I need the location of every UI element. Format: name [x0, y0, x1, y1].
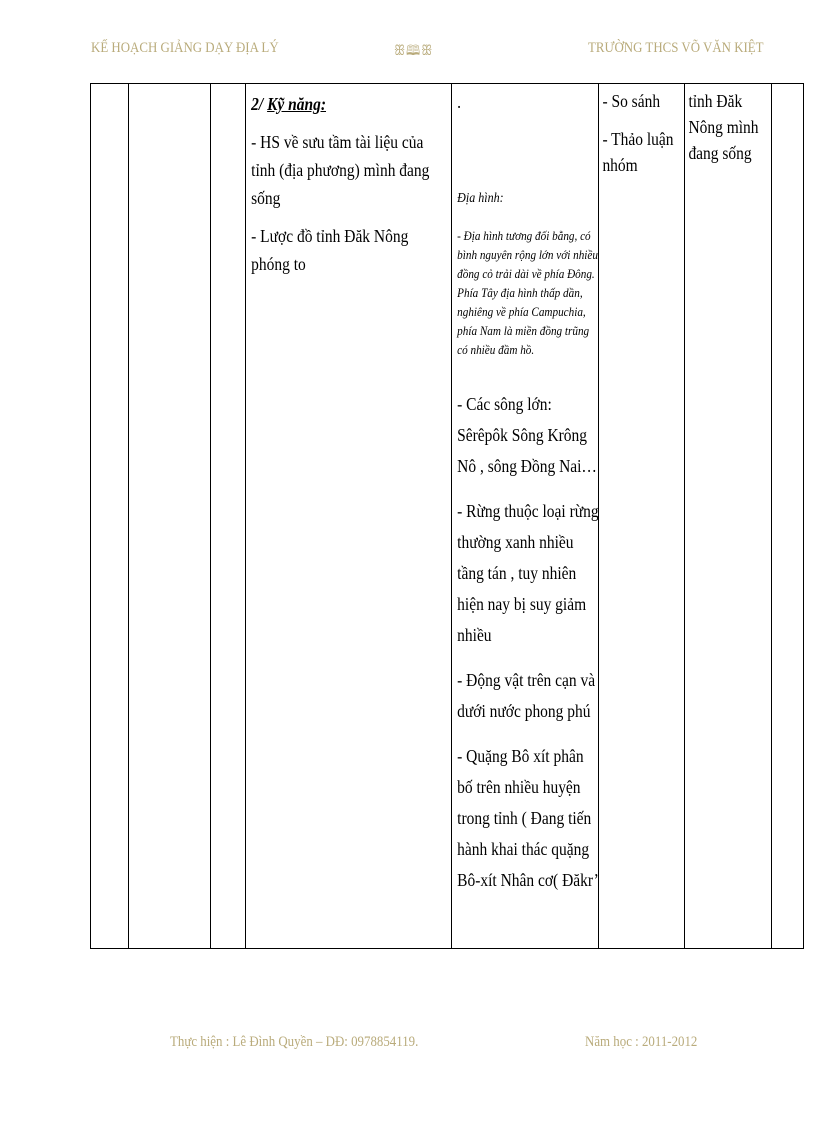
footer-school-year: Năm học : 2011-2012 [585, 1034, 698, 1050]
terrain-text: - Địa hình tương đối bằng, có bình nguyên rộng lớn với nhiều đồng cỏ trải dài về phía Đông. Phía Tây địa hình thấp dần, nghiêng về phía Campuchia, phía Nam là miền đồng trũng có nhiều đầm hồ. [457, 228, 598, 357]
lesson-plan-table [90, 83, 804, 949]
notes-text: tỉnh Đăk Nông mình đang sống [688, 91, 759, 163]
method-cell [599, 84, 685, 949]
table-row [91, 84, 804, 949]
table-cell-empty [772, 84, 804, 949]
header-school-name: TRƯỜNG THCS VÕ VĂN KIỆT [588, 40, 764, 56]
content-item: - Các sông lớn: Sêrêpôk Sông Krông Nô , sông Đồng Nai… [457, 394, 597, 476]
content-dot: . [457, 92, 462, 112]
method-item: - Thảo luận nhóm [602, 129, 674, 175]
content-item: - Rừng thuộc loại rừng thường xanh nhiều tầng tán , tuy nhiên hiện nay bị suy giảm nhiều [457, 501, 599, 645]
content-cell [452, 84, 599, 949]
terrain-title: Địa hình: [457, 191, 504, 206]
header-ornament: ꕥ🕮ꕥ [394, 44, 434, 59]
table-cell-empty [129, 84, 211, 949]
content-item: - Quặng Bô xít phân bố trên nhiều huyện trong tỉnh ( Đang tiến hành khai thác quặng Bô-xít Nhân cơ( Đăkr’ [457, 746, 599, 890]
skills-item: - Lược đồ tỉnh Đăk Nông phóng to [251, 226, 409, 274]
content-item: - Động vật trên cạn và dưới nước phong phú [457, 670, 596, 721]
table-cell-empty [91, 84, 129, 949]
header-left-title: KẾ HOẠCH GIẢNG DẠY ĐỊA LÝ [91, 40, 279, 56]
method-item: - So sánh [602, 91, 661, 111]
skills-item: - HS về sưu tầm tài liệu của tỉnh (địa phương) mình đang sống [251, 132, 430, 208]
skills-cell [246, 84, 452, 949]
skills-heading-number: 2/ [251, 94, 264, 114]
skills-heading-label: Kỹ năng: [267, 94, 327, 114]
skills-heading [251, 90, 449, 118]
table-cell-empty [211, 84, 246, 949]
notes-cell [685, 84, 772, 949]
footer-author: Thực hiện : Lê Đình Quyền – DĐ: 0978854119. [170, 1034, 419, 1050]
